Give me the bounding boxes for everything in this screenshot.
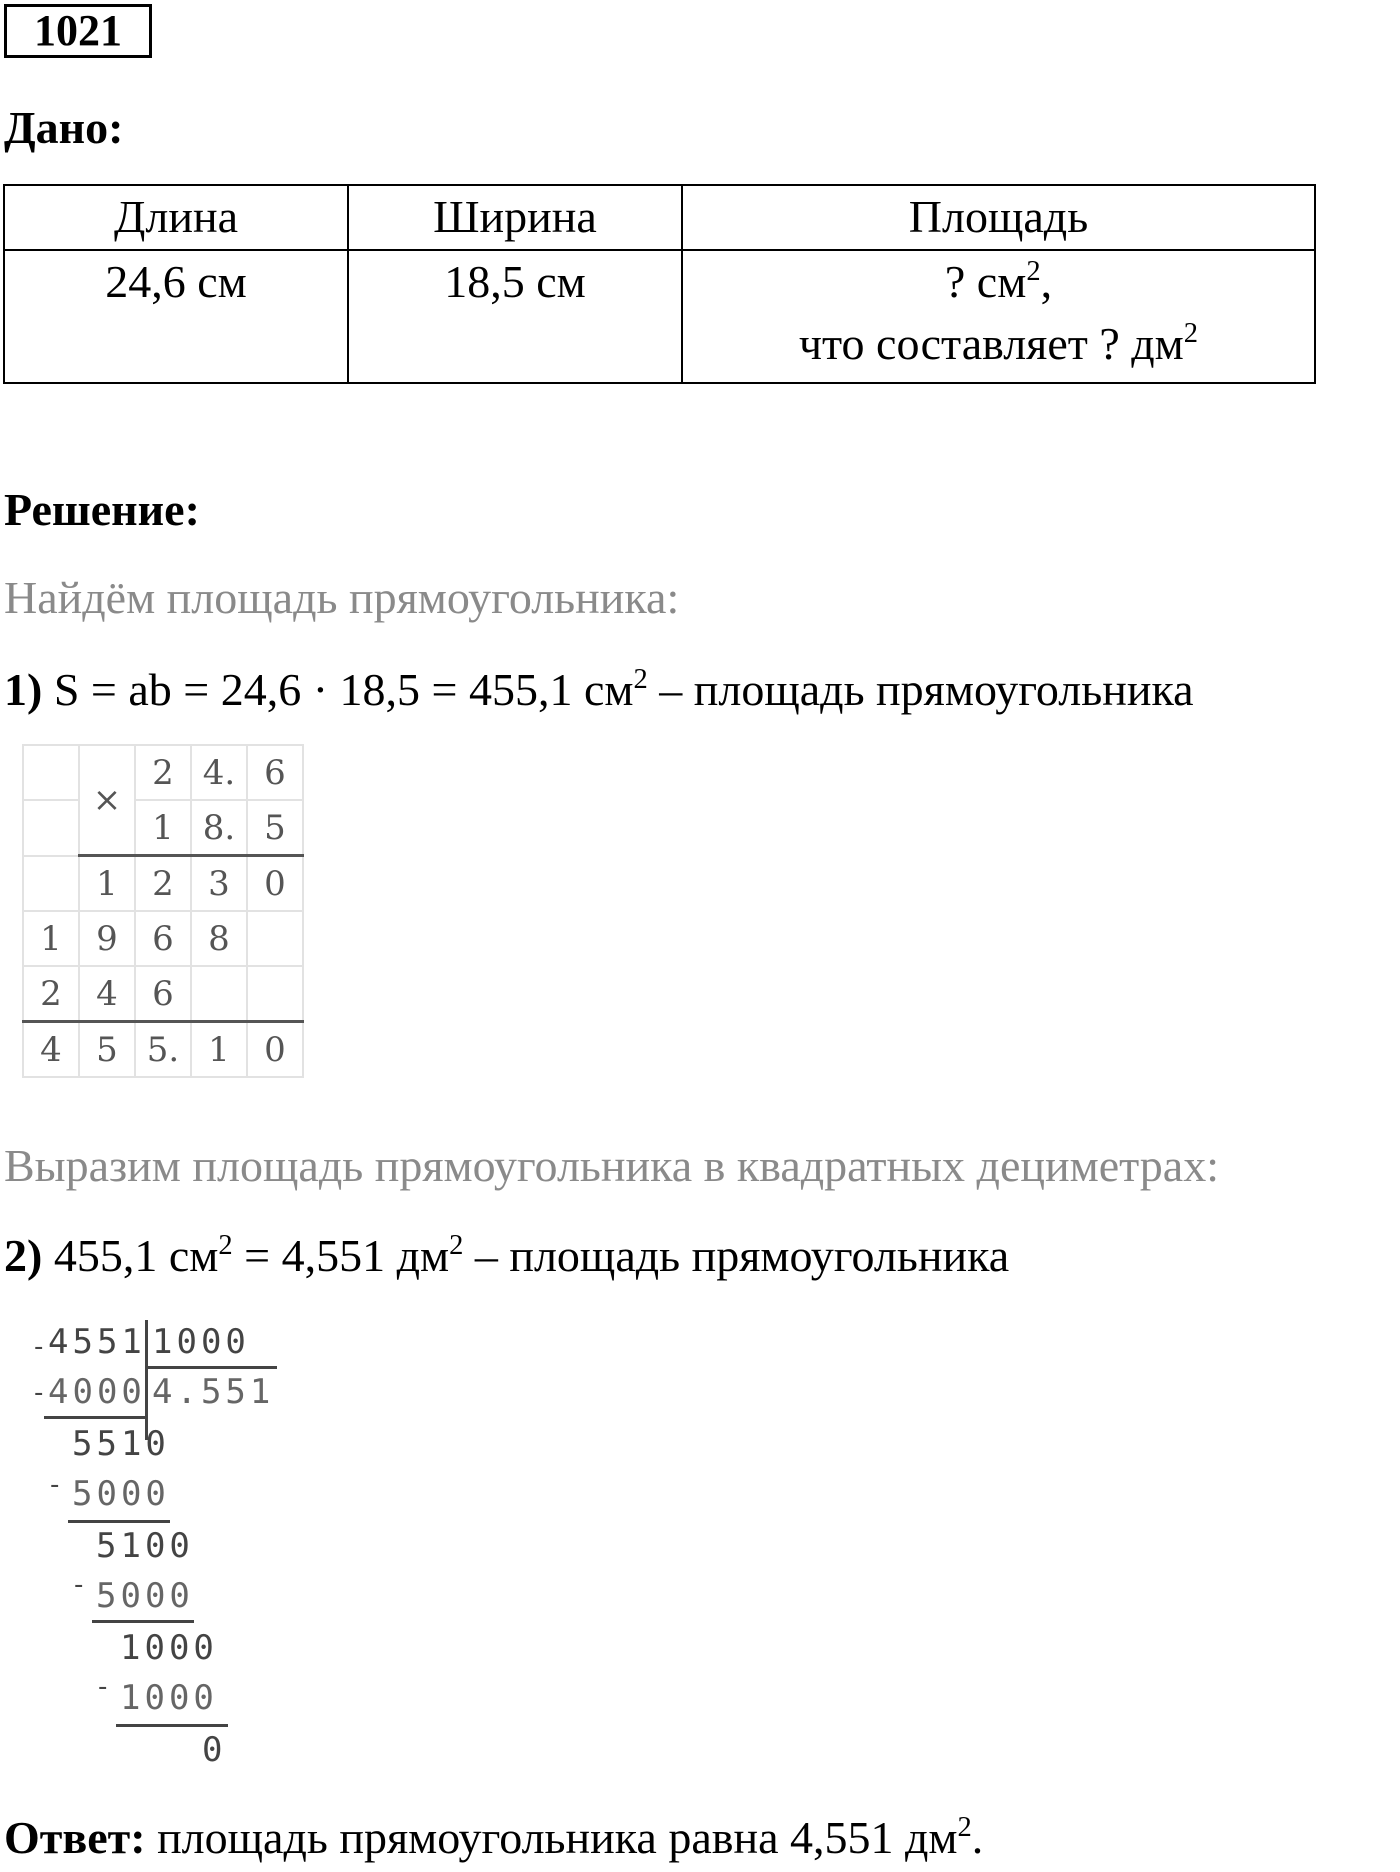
- value-length: 24,6 см: [4, 250, 348, 383]
- division-remainder: 0: [202, 1730, 227, 1770]
- step1-number: 1): [4, 664, 43, 715]
- answer-line: [4, 1810, 983, 1866]
- superscript-two: 2: [633, 663, 648, 695]
- mult-cell: 5: [79, 1022, 135, 1078]
- mult-cell: 5.: [135, 1022, 191, 1078]
- mult-row-3: [23, 856, 303, 912]
- quotient: 4.551: [152, 1372, 275, 1412]
- superscript-two: 2: [1026, 255, 1041, 287]
- area-line2: что составляет ? дм: [798, 317, 1184, 369]
- division-step: 1000: [120, 1678, 218, 1718]
- step2-intro: Выразим площадь прямоугольника в квадратных дециметрах:: [4, 1140, 1219, 1191]
- value-width: 18,5 см: [348, 250, 682, 383]
- mult-cell: 2: [135, 856, 191, 912]
- mult-cell: [247, 966, 303, 1022]
- divisor: 1000: [152, 1322, 250, 1362]
- superscript-two: 2: [1183, 317, 1199, 349]
- area-line1: ? см: [944, 255, 1027, 307]
- step2-part1: 455,1 см: [42, 1230, 219, 1281]
- division-step: 5510: [72, 1424, 170, 1464]
- division-underline: [44, 1416, 146, 1419]
- header-length: Длина: [4, 185, 348, 250]
- mult-cell: 0: [247, 856, 303, 912]
- step2-number: 2): [4, 1230, 43, 1281]
- division-underline: [68, 1520, 170, 1523]
- answer-label: Ответ:: [4, 1812, 146, 1863]
- step1-tail: – площадь прямоугольника: [647, 664, 1194, 715]
- long-division: [0, 1310, 300, 1770]
- mult-row-5: [23, 966, 303, 1022]
- mult-cell: 2: [23, 966, 79, 1022]
- given-table: [3, 184, 1316, 384]
- multiply-sign: ×: [79, 745, 135, 856]
- mult-cell: 4: [79, 966, 135, 1022]
- mult-cell: 4: [23, 1022, 79, 1078]
- division-underline: [116, 1724, 228, 1727]
- superscript-two: 2: [449, 1229, 464, 1261]
- mult-cell: 8.: [191, 800, 247, 856]
- superscript-two: 2: [957, 1811, 972, 1843]
- step1-formula: S = ab = 24,6 · 18,5 = 455,1 см: [42, 664, 634, 715]
- mult-cell: 1: [23, 911, 79, 966]
- mult-cell: 1: [191, 1022, 247, 1078]
- header-area: Площадь: [682, 185, 1315, 250]
- mult-cell: 6: [135, 911, 191, 966]
- given-heading: Дано:: [4, 102, 124, 153]
- mult-cell: 6: [247, 745, 303, 800]
- step2-part2: = 4,551 дм: [232, 1230, 450, 1281]
- division-step: 5000: [96, 1576, 194, 1616]
- division-step: 1000: [120, 1628, 218, 1668]
- mult-cell: [191, 966, 247, 1022]
- mult-cell: 5: [247, 800, 303, 856]
- step1-line: [4, 662, 1194, 718]
- mult-cell: 1: [135, 800, 191, 856]
- minus-sign: -: [74, 1570, 84, 1600]
- dividend: 4551: [48, 1322, 146, 1362]
- mult-cell: 8: [191, 911, 247, 966]
- step2-tail: – площадь прямоугольника: [463, 1230, 1010, 1281]
- minus-sign: -: [50, 1470, 60, 1500]
- minus-sign: -: [34, 1378, 44, 1408]
- given-table-header-row: [4, 185, 1315, 250]
- minus-sign: -: [34, 1332, 44, 1362]
- area-line1-suffix: ,: [1040, 255, 1053, 307]
- answer-text: площадь прямоугольника равна 4,551 дм: [145, 1812, 958, 1863]
- mult-cell: 6: [135, 966, 191, 1022]
- division-step: 5100: [96, 1526, 194, 1566]
- header-width: Ширина: [348, 185, 682, 250]
- mult-cell: [247, 911, 303, 966]
- step1-intro: Найдём площадь прямоугольника:: [4, 572, 680, 623]
- divisor-underline: [145, 1366, 277, 1369]
- mult-result-row: [23, 1022, 303, 1078]
- mult-cell: [23, 856, 79, 912]
- value-area: [682, 250, 1315, 383]
- mult-cell: 1: [79, 856, 135, 912]
- division-step: 5000: [72, 1474, 170, 1514]
- mult-cell: [23, 800, 79, 856]
- mult-cell: 3: [191, 856, 247, 912]
- multiplication-grid: [22, 744, 304, 1078]
- mult-cell: 9: [79, 911, 135, 966]
- mult-cell: 2: [135, 745, 191, 800]
- mult-row-4: [23, 911, 303, 966]
- mult-cell: [23, 745, 79, 800]
- answer-end: .: [971, 1812, 984, 1863]
- minus-sign: -: [98, 1672, 108, 1702]
- problem-number: 1021: [4, 4, 152, 58]
- division-underline: [92, 1620, 194, 1623]
- division-step: 4000: [48, 1372, 146, 1412]
- given-table-value-row: [4, 250, 1315, 383]
- solution-heading: Решение:: [4, 484, 200, 535]
- mult-row-1: [23, 745, 303, 800]
- mult-cell: 4.: [191, 745, 247, 800]
- mult-cell: 0: [247, 1022, 303, 1078]
- mult-row-2: [23, 800, 303, 856]
- superscript-two: 2: [218, 1229, 233, 1261]
- step2-line: [4, 1228, 1009, 1284]
